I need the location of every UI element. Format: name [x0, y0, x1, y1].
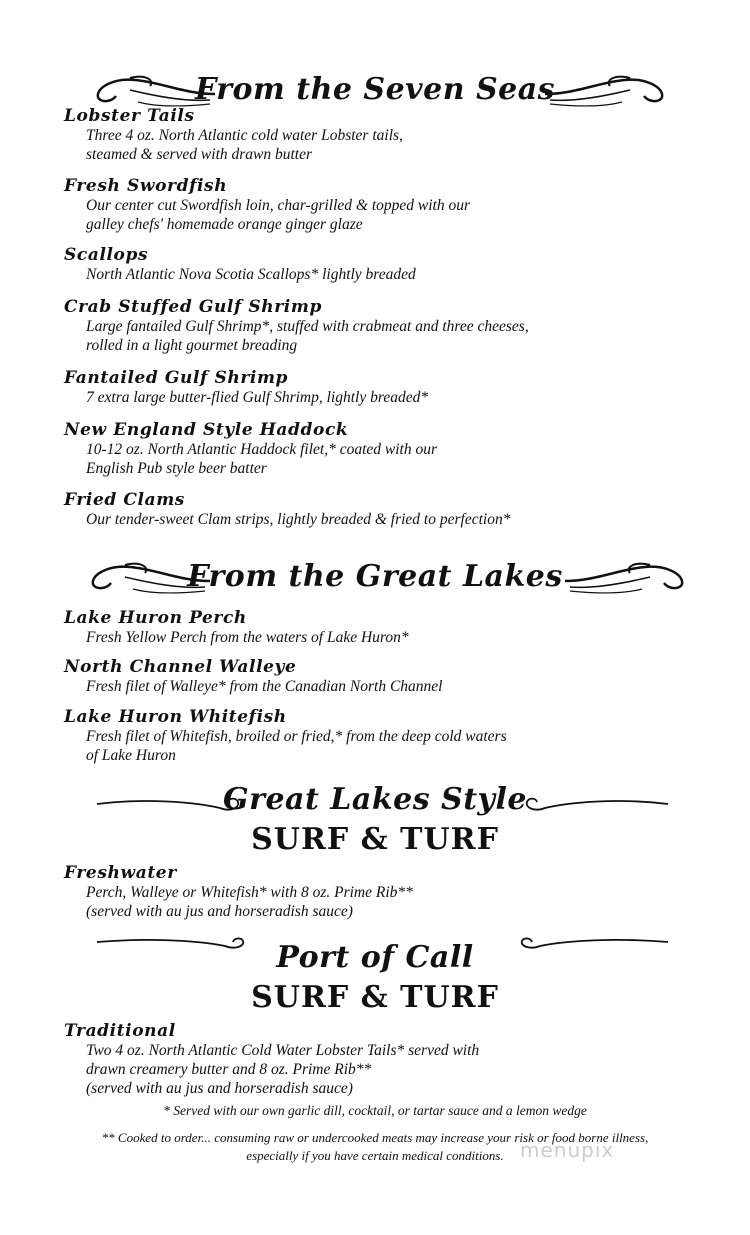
right-swirl-icon [520, 788, 670, 818]
item-name: Lobster Tails [64, 106, 195, 126]
right-flourish-icon [560, 559, 690, 599]
item-name: North Channel Walleye [64, 657, 297, 677]
great-lakes-heading [0, 555, 750, 603]
item-desc-line: North Atlantic Nova Scotia Scallops* lightly breaded [86, 266, 416, 283]
great-lakes-style-heading [0, 780, 750, 828]
item-desc-line: Large fantailed Gulf Shrimp*, stuffed with crabmeat and three cheeses, [86, 318, 529, 335]
item-desc-line: Two 4 oz. North Atlantic Cold Water Lobster Tails* served with [86, 1042, 480, 1059]
menu-item [64, 368, 704, 407]
item-name: Lake Huron Perch [64, 608, 247, 628]
item-desc-line: Fresh filet of Walleye* from the Canadian North Channel [86, 678, 443, 695]
item-name: Fantailed Gulf Shrimp [64, 368, 289, 388]
item-name: Freshwater [64, 863, 177, 883]
item-desc-line: English Pub style beer batter [86, 460, 267, 477]
item-name: Crab Stuffed Gulf Shrimp [64, 297, 322, 317]
item-desc-line: rolled in a light gourmet breading [86, 337, 298, 354]
surf-turf-title: SURF & TURF [251, 980, 499, 1015]
item-desc-line: Fresh Yellow Perch from the waters of Lake Huron* [86, 629, 409, 646]
menu-item [64, 106, 704, 164]
item-name: Traditional [64, 1021, 176, 1041]
menu-item [64, 176, 704, 234]
item-name: Scallops [64, 245, 149, 265]
item-name: Lake Huron Whitefish [64, 707, 287, 727]
menu-item [64, 490, 704, 529]
item-desc-line: steamed & served with drawn butter [86, 146, 313, 163]
item-desc-line: Our center cut Swordfish loin, char-grilled & topped with our [86, 197, 471, 214]
item-desc-line: Fresh filet of Whitefish, broiled or fried,* from the deep cold waters [86, 728, 507, 745]
port-of-call-title: Port of Call [276, 940, 474, 975]
item-name: New England Style Haddock [64, 420, 349, 440]
menu-item [64, 420, 704, 478]
item-desc-line: 10-12 oz. North Atlantic Haddock filet,* coated with our [86, 441, 438, 458]
item-desc-line: Three 4 oz. North Atlantic cold water Lobster tails, [86, 127, 403, 144]
menu-item [64, 863, 704, 921]
item-desc-line: galley chefs' homemade orange ginger glaze [86, 216, 363, 233]
right-swirl-icon [515, 934, 670, 956]
item-desc-line: Our tender-sweet Clam strips, lightly breaded & fried to perfection* [86, 511, 511, 528]
menu-item [64, 657, 704, 696]
item-desc-line: (served with au jus and horseradish sauce) [86, 1080, 353, 1097]
item-name: Fresh Swordfish [64, 176, 228, 196]
served-note: * Served with our own garlic dill, cocktail, or tartar sauce and a lemon wedge [163, 1103, 587, 1118]
great-lakes-style-title: Great Lakes Style [223, 782, 527, 817]
menu-item [64, 245, 704, 284]
item-desc-line: drawn creamery butter and 8 oz. Prime Rib** [86, 1061, 372, 1078]
watermark: menupix [520, 1138, 615, 1162]
item-name: Fried Clams [64, 490, 185, 510]
cooked-note-line-1: ** Cooked to order... consuming raw or undercooked meats may increase your risk or food borne illness, [101, 1130, 649, 1145]
port-of-call-heading [0, 932, 750, 980]
menu-item [64, 297, 704, 355]
menu-item [64, 1021, 704, 1098]
surf-turf-title: SURF & TURF [251, 822, 499, 857]
menu-item [64, 608, 704, 647]
item-desc-line: 7 extra large butter-flied Gulf Shrimp, lightly breaded* [86, 389, 429, 406]
item-desc-line: (served with au jus and horseradish sauce) [86, 903, 353, 920]
item-desc-line: of Lake Huron [86, 747, 176, 764]
cooked-note-line-2: especially if you have certain medical conditions. [246, 1148, 504, 1163]
menu-item [64, 707, 704, 765]
great-lakes-title: From the Great Lakes [187, 559, 563, 594]
item-desc-line: Perch, Walleye or Whitefish* with 8 oz. Prime Rib** [86, 884, 413, 901]
seven-seas-title: From the Seven Seas [194, 72, 556, 107]
